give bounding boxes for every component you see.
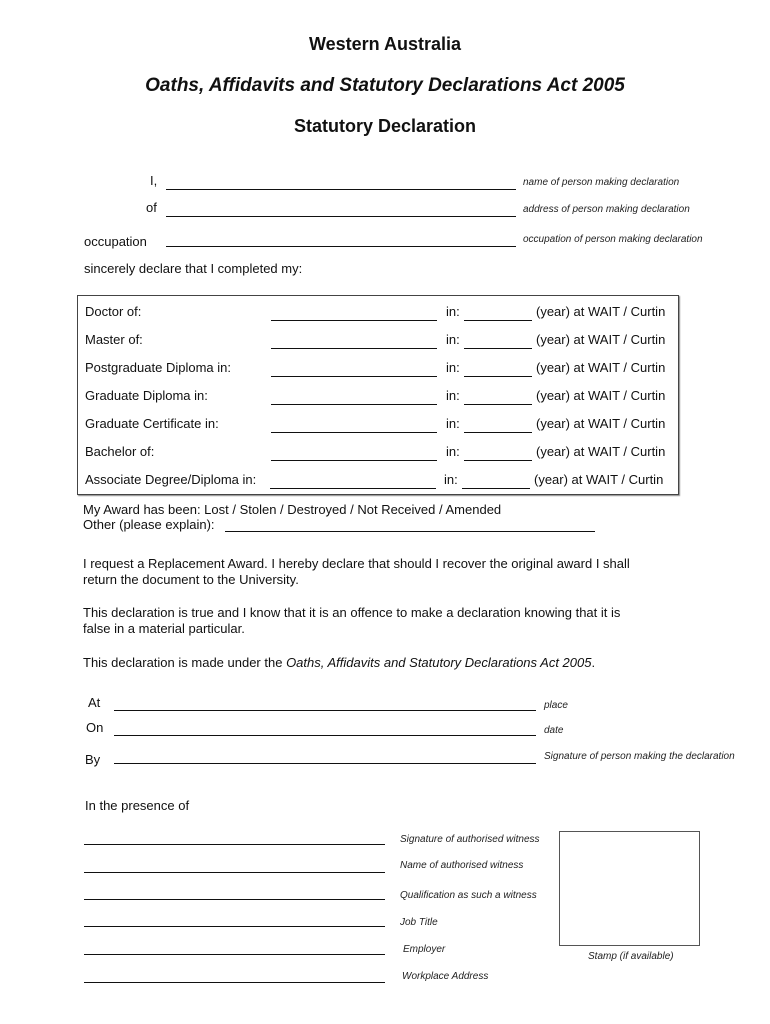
i-label: I, bbox=[150, 173, 158, 188]
in-label: in: bbox=[446, 360, 460, 375]
year-suffix: (year) at WAIT / Curtin bbox=[536, 304, 666, 319]
place-field[interactable] bbox=[114, 694, 536, 711]
qualification-row bbox=[78, 444, 678, 464]
witness-signature-field[interactable] bbox=[84, 828, 385, 845]
award-status: My Award has been: Lost / Stolen / Destroyed / Not Received / Amended bbox=[83, 502, 502, 517]
witness-job-title-field[interactable] bbox=[84, 910, 385, 927]
made-under-statement bbox=[83, 655, 683, 671]
place-hint: place bbox=[544, 700, 568, 711]
witness-job-title-hint: Job Title bbox=[400, 917, 438, 928]
qualification-row bbox=[78, 472, 678, 492]
qualification-row bbox=[78, 360, 678, 380]
qualification-name: Doctor of: bbox=[85, 304, 142, 319]
in-label: in: bbox=[446, 304, 460, 319]
year-field[interactable] bbox=[464, 444, 532, 461]
qualification-row bbox=[78, 332, 678, 352]
declarant-name-hint: name of person making declaration bbox=[523, 177, 680, 188]
year-suffix: (year) at WAIT / Curtin bbox=[536, 416, 666, 431]
declarant-address-field[interactable] bbox=[166, 200, 516, 217]
year-suffix: (year) at WAIT / Curtin bbox=[536, 444, 666, 459]
year-suffix: (year) at WAIT / Curtin bbox=[536, 388, 666, 403]
declarant-address-hint: address of person making declaration bbox=[523, 204, 690, 215]
qualification-row bbox=[78, 304, 678, 324]
witness-signature-hint: Signature of authorised witness bbox=[400, 834, 540, 845]
qualifications-box bbox=[77, 295, 679, 495]
in-label: in: bbox=[446, 388, 460, 403]
declarant-occupation-field[interactable] bbox=[166, 230, 516, 247]
year-suffix: (year) at WAIT / Curtin bbox=[536, 360, 666, 375]
presence-label: In the presence of bbox=[85, 798, 190, 813]
year-suffix: (year) at WAIT / Curtin bbox=[534, 472, 664, 487]
qualification-name: Bachelor of: bbox=[85, 444, 155, 459]
state-heading: Western Australia bbox=[308, 34, 462, 54]
date-hint: date bbox=[544, 725, 564, 736]
other-label: Other (please explain): bbox=[83, 517, 215, 532]
truth-line-2: false in a material particular. bbox=[83, 621, 245, 636]
in-label: in: bbox=[446, 332, 460, 347]
qualification-field[interactable] bbox=[270, 472, 436, 489]
in-label: in: bbox=[446, 444, 460, 459]
document-title: Statutory Declaration bbox=[293, 116, 477, 136]
year-field[interactable] bbox=[464, 332, 532, 349]
act-heading: Oaths, Affidavits and Statutory Declarations Act 2005 bbox=[145, 75, 625, 96]
in-label: in: bbox=[446, 416, 460, 431]
qualification-name: Postgraduate Diploma in: bbox=[85, 360, 231, 375]
made-under-suffix: . bbox=[591, 655, 596, 670]
at-label: At bbox=[88, 695, 101, 710]
declarant-signature-field[interactable] bbox=[114, 747, 536, 764]
qualification-name: Graduate Diploma in: bbox=[85, 388, 208, 403]
year-field[interactable] bbox=[464, 416, 532, 433]
stamp-box bbox=[559, 831, 700, 946]
truth-line-1: This declaration is true and I know that it is an offence to make a declaration knowing that it is bbox=[83, 605, 621, 620]
witness-employer-field[interactable] bbox=[84, 938, 385, 955]
declarant-occupation-hint: occupation of person making declaration bbox=[523, 234, 703, 245]
qualification-field[interactable] bbox=[271, 304, 437, 321]
year-field[interactable] bbox=[464, 360, 532, 377]
witness-workplace-field[interactable] bbox=[84, 966, 385, 983]
qualification-field[interactable] bbox=[271, 416, 437, 433]
qualification-field[interactable] bbox=[271, 444, 437, 461]
witness-workplace-hint: Workplace Address bbox=[402, 971, 489, 982]
made-under-prefix: This declaration is made under the bbox=[83, 655, 287, 670]
qualification-name: Associate Degree/Diploma in: bbox=[85, 472, 257, 487]
date-field[interactable] bbox=[114, 719, 536, 736]
witness-qualification-hint: Qualification as such a witness bbox=[400, 890, 537, 901]
request-line-1: I request a Replacement Award. I hereby declare that should I recover the original award I shall bbox=[83, 556, 630, 571]
qualification-name: Master of: bbox=[85, 332, 143, 347]
occupation-label: occupation bbox=[84, 234, 147, 249]
year-suffix: (year) at WAIT / Curtin bbox=[536, 332, 666, 347]
qualification-field[interactable] bbox=[271, 388, 437, 405]
qualification-field[interactable] bbox=[271, 332, 437, 349]
request-line-2: return the document to the University. bbox=[83, 572, 299, 587]
year-field[interactable] bbox=[464, 304, 532, 321]
signature-hint: Signature of person making the declaration bbox=[544, 751, 735, 762]
qualification-row bbox=[78, 388, 678, 408]
witness-name-hint: Name of authorised witness bbox=[400, 860, 524, 871]
year-field[interactable] bbox=[464, 388, 532, 405]
declare-intro: sincerely declare that I completed my: bbox=[84, 261, 303, 276]
qualification-row bbox=[78, 416, 678, 436]
qualification-field[interactable] bbox=[271, 360, 437, 377]
on-label: On bbox=[86, 720, 104, 735]
declarant-name-field[interactable] bbox=[166, 173, 516, 190]
witness-name-field[interactable] bbox=[84, 856, 385, 873]
made-under-act: Oaths, Affidavits and Statutory Declarations Act 2005 bbox=[286, 655, 592, 670]
by-label: By bbox=[85, 752, 101, 767]
year-field[interactable] bbox=[462, 472, 530, 489]
stamp-label: Stamp (if available) bbox=[588, 951, 674, 962]
qualification-name: Graduate Certificate in: bbox=[85, 416, 219, 431]
witness-employer-hint: Employer bbox=[403, 944, 446, 955]
in-label: in: bbox=[444, 472, 458, 487]
witness-qualification-field[interactable] bbox=[84, 883, 385, 900]
of-label: of bbox=[146, 200, 157, 215]
other-explain-field[interactable] bbox=[225, 515, 595, 532]
